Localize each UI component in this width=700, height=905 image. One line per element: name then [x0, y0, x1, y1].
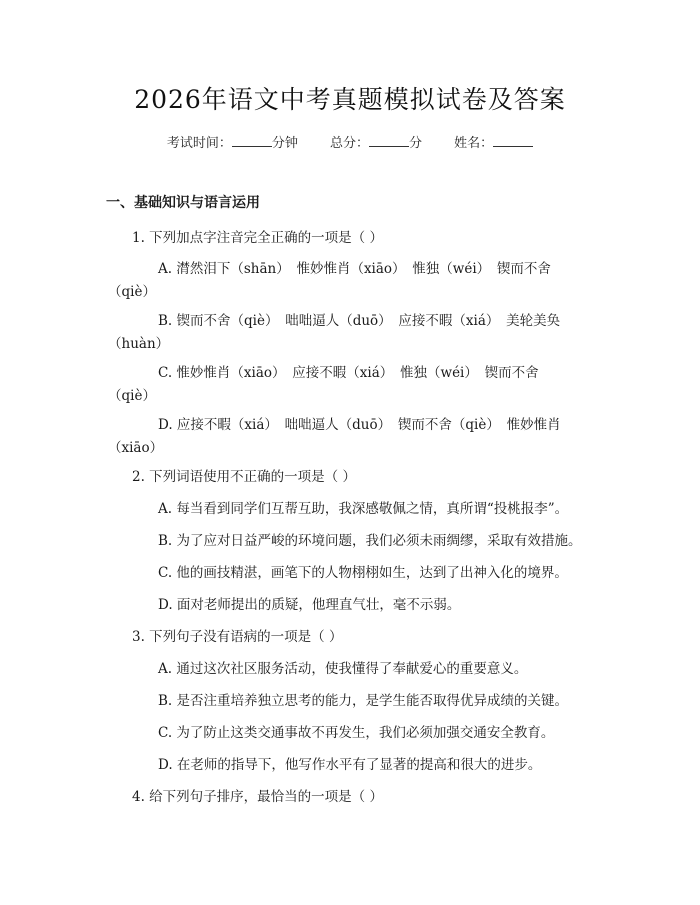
section-heading: 一、基础知识与语言运用: [106, 195, 260, 211]
question-1-option-a-cont: （qiè）: [108, 284, 156, 300]
page-title: 2026年语文中考真题模拟试卷及答案: [134, 85, 566, 114]
question-1-option-c-cont: （qiè）: [108, 388, 156, 404]
time-label: 考试时间：: [166, 136, 232, 151]
question-3-stem: 3. 下列句子没有语病的一项是（ ）: [132, 629, 343, 645]
question-2-option-a: A. 每当看到同学们互帮互助，我深感敬佩之情，真所谓“投桃报李”。: [158, 501, 569, 517]
question-2-stem: 2. 下列词语使用不正确的一项是（ ）: [132, 469, 356, 485]
score-blank[interactable]: [369, 134, 409, 147]
time-blank[interactable]: [232, 134, 272, 147]
score-unit: 分: [409, 136, 423, 151]
name-field: [454, 136, 533, 151]
question-2-option-b: B. 为了应对日益严峻的环境问题，我们必须未雨绸缪，采取有效措施。: [158, 533, 582, 549]
question-3-option-a: A. 通过这次社区服务活动，使我懂得了奉献爱心的重要意义。: [158, 661, 528, 677]
name-blank[interactable]: [493, 134, 533, 147]
question-3-option-c: C. 为了防止这类交通事故不再发生，我们必须加强交通安全教育。: [158, 725, 555, 741]
question-2-option-c: C. 他的画技精湛，画笔下的人物栩栩如生，达到了出神入化的境界。: [158, 565, 568, 581]
question-1-option-a: A. 潸然泪下（shān） 惟妙惟肖（xiāo） 惟独（wéi） 锲而不舍: [158, 261, 551, 277]
exam-meta: [0, 132, 700, 151]
question-3-option-d: D. 在老师的指导下，他写作水平有了显著的提高和很大的进步。: [158, 757, 542, 773]
time-unit: 分钟: [271, 136, 298, 151]
question-1-option-b: B. 锲而不舍（qiè） 咄咄逼人（duō） 应接不暇（xiá） 美轮美奂: [158, 313, 561, 329]
question-1-option-c: C. 惟妙惟肖（xiāo） 应接不暇（xiá） 惟独（wéi） 锲而不舍: [158, 365, 539, 381]
question-1-option-b-cont: （huàn）: [108, 336, 170, 352]
time-field: [167, 136, 302, 151]
score-field: [330, 136, 426, 151]
score-label: 总分：: [329, 136, 369, 151]
question-2-option-d: D. 面对老师提出的质疑，他理直气壮，毫不示弱。: [158, 597, 461, 613]
question-4-stem: 4. 给下列句子排序，最恰当的一项是（ ）: [132, 789, 383, 805]
question-1-stem: 1. 下列加点字注音完全正确的一项是（ ）: [132, 230, 383, 246]
question-3-option-b: B. 是否注重培养独立思考的能力，是学生能否取得优异成绩的关键。: [158, 693, 569, 709]
name-label: 姓名：: [454, 136, 494, 151]
question-1-option-d: D. 应接不暇（xiá） 咄咄逼人（duō） 锲而不舍（qiè） 惟妙惟肖: [158, 417, 561, 433]
question-1-option-d-cont: （xiāo）: [108, 440, 164, 456]
